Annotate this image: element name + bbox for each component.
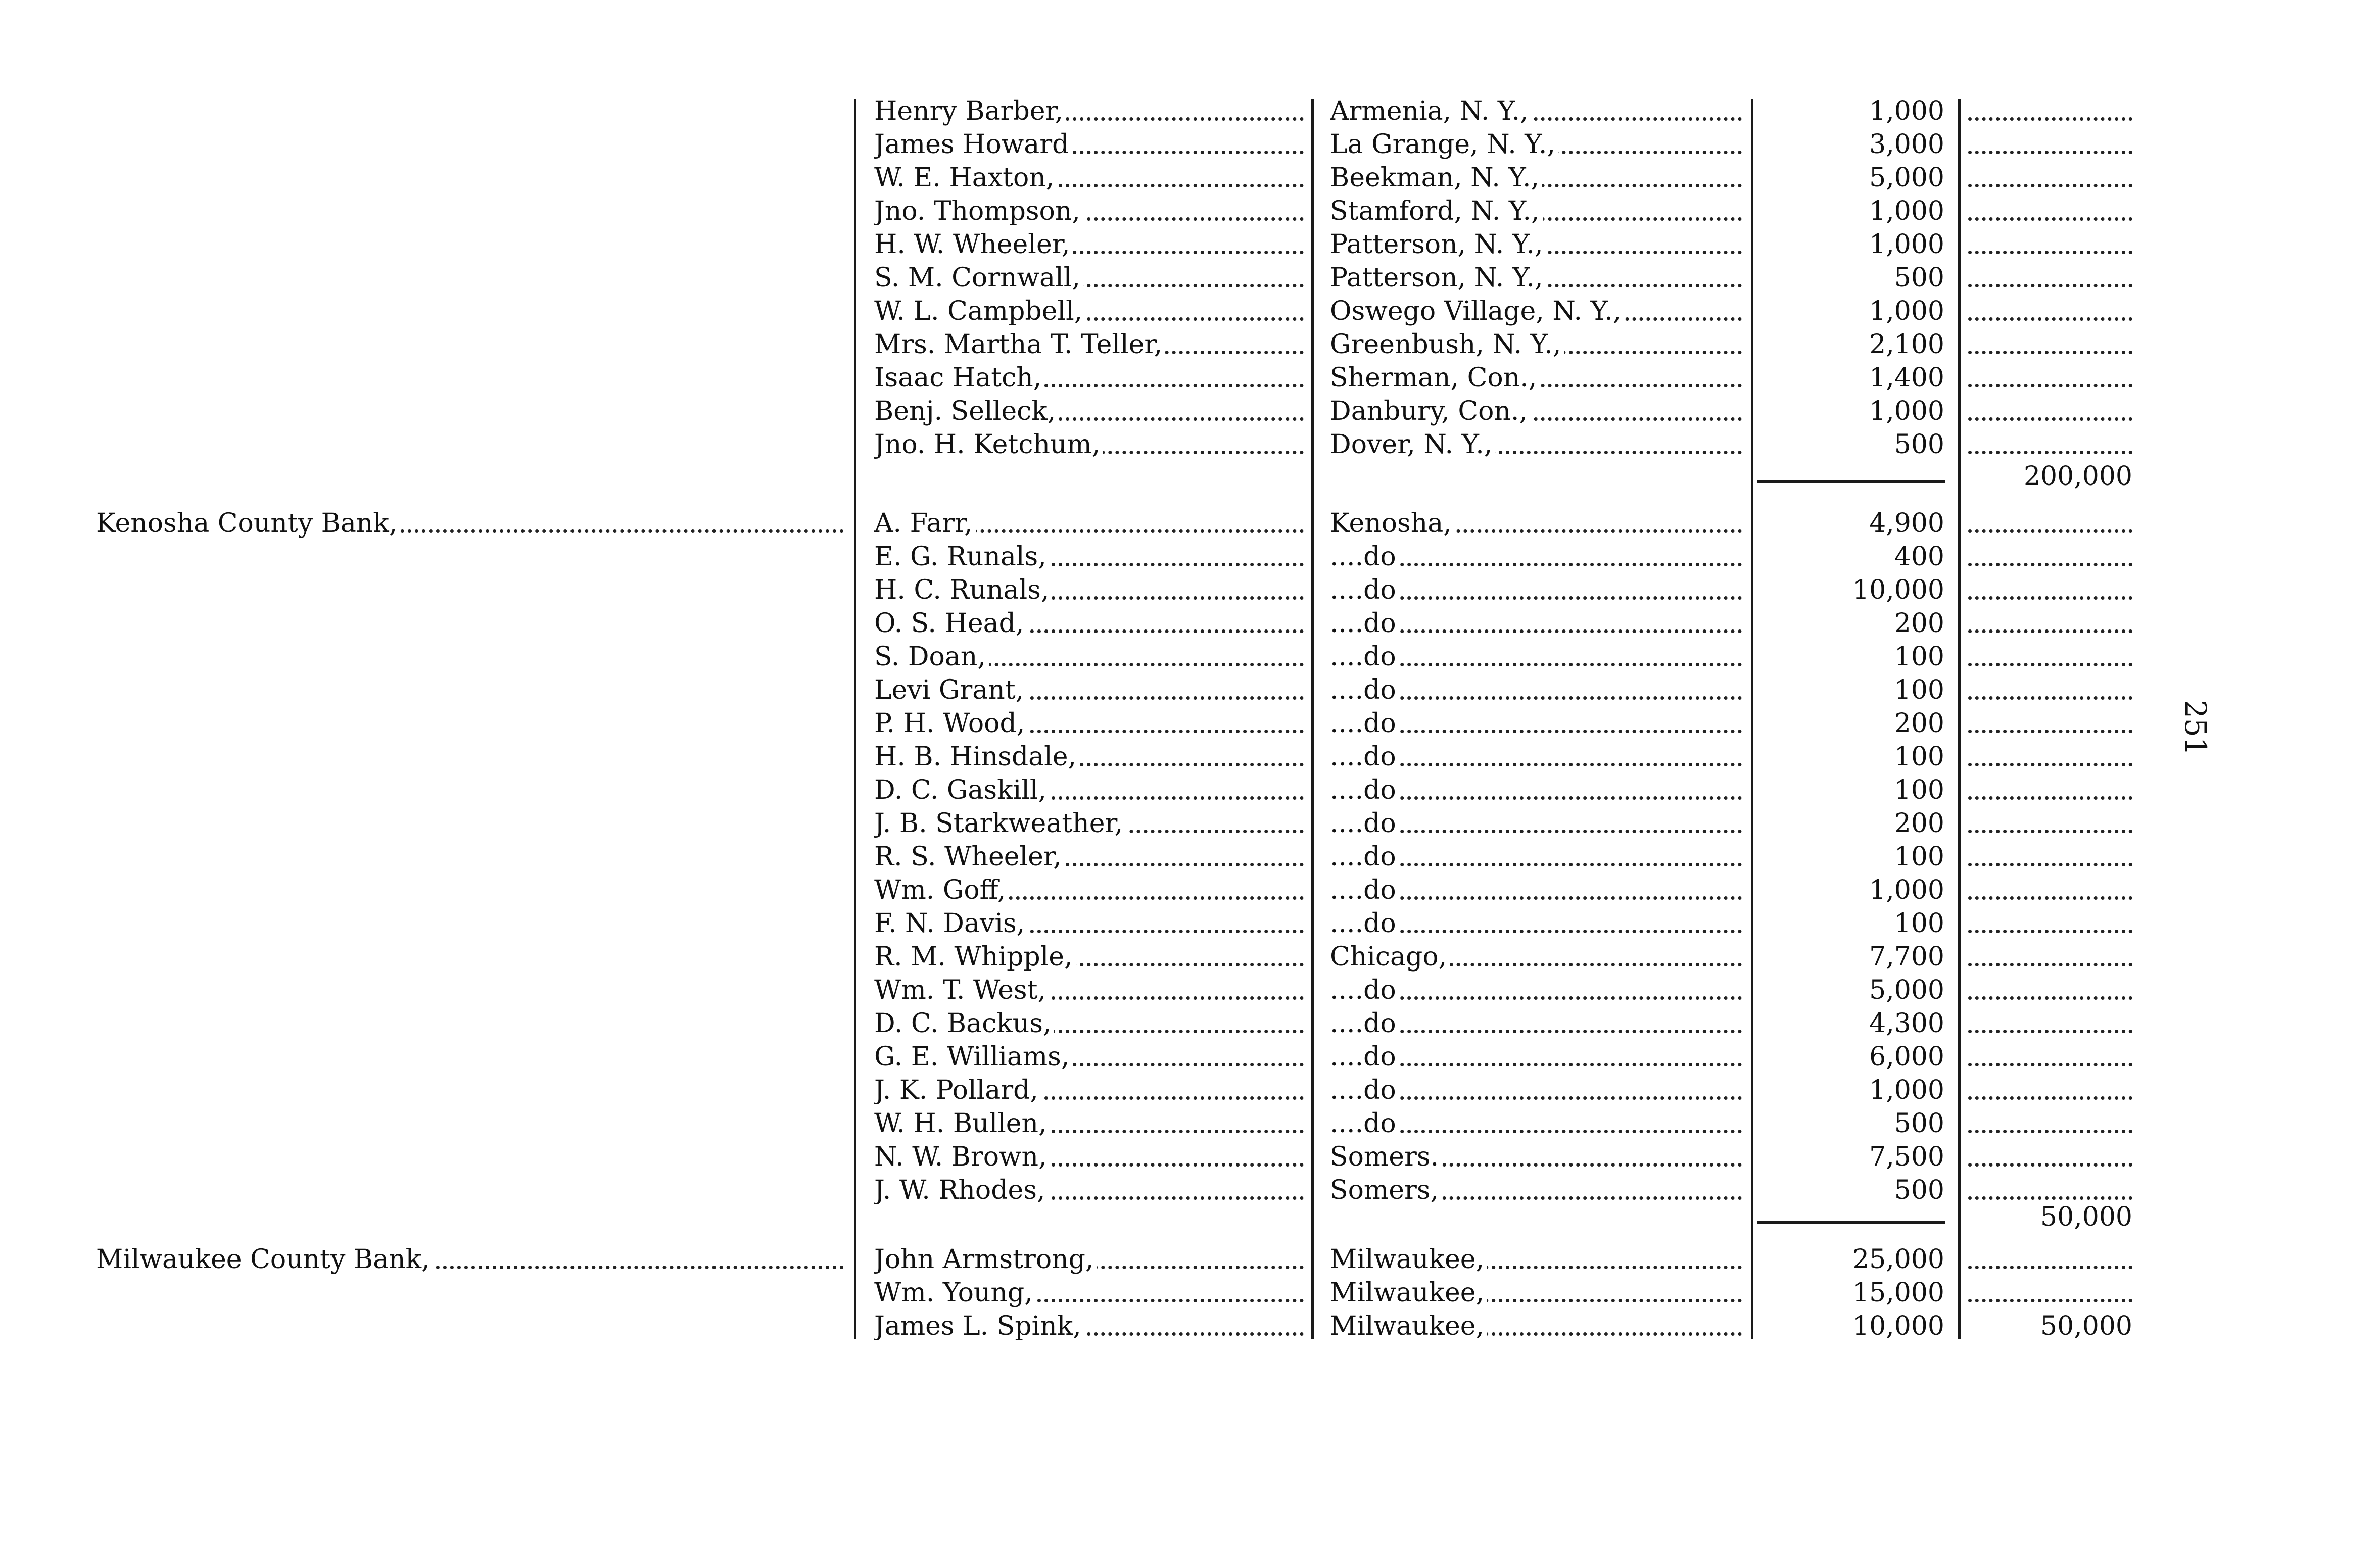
stockholder-residence: Danbury, Con., (1330, 395, 1742, 428)
stockholder-row (0, 740, 2380, 773)
stockholder-row (0, 607, 2380, 640)
stockholder-name: H. B. Hinsdale, (874, 740, 1304, 773)
stockholder-row (0, 840, 2380, 874)
stockholder-name: E. G. Runals, (874, 540, 1304, 573)
stockholder-name: Henry Barber, (874, 94, 1304, 128)
stockholder-residence: Greenbush, N. Y., (1330, 328, 1742, 361)
stockholder-name: H. W. Wheeler, (874, 228, 1304, 261)
stockholder-amount: 7,500 (1753, 1140, 1944, 1174)
stockholder-amount: 1,000 (1753, 874, 1944, 907)
stockholder-name: Isaac Hatch, (874, 361, 1304, 395)
stockholder-row (0, 1107, 2380, 1140)
stockholder-row (0, 540, 2380, 573)
stockholder-name: F. N. Davis, (874, 907, 1304, 940)
stockholder-row (0, 773, 2380, 807)
stockholder-name: A. Farr, (874, 507, 1304, 540)
stockholder-residence: ....do (1330, 807, 1742, 840)
stockholder-row (0, 1140, 2380, 1174)
stockholder-amount: 1,000 (1753, 195, 1944, 228)
stockholder-residence: ....do (1330, 1007, 1742, 1040)
stockholder-amount: 25,000 (1753, 1243, 1944, 1276)
stockholder-amount: 500 (1753, 1174, 1944, 1207)
stockholder-residence: Patterson, N. Y., (1330, 228, 1742, 261)
stockholder-row (0, 261, 2380, 295)
stockholder-row (0, 907, 2380, 940)
stockholder-amount: 5,000 (1753, 974, 1944, 1007)
stockholder-name: S. Doan, (874, 640, 1304, 673)
stockholder-residence: ....do (1330, 607, 1742, 640)
stockholder-name: Levi Grant, (874, 673, 1304, 707)
stockholder-amount: 100 (1753, 640, 1944, 673)
stockholder-amount: 100 (1753, 740, 1944, 773)
stockholder-name: D. C. Gaskill, (874, 773, 1304, 807)
stockholder-name: Jno. Thompson, (874, 195, 1304, 228)
stockholder-amount: 500 (1753, 261, 1944, 295)
stockholder-amount: 3,000 (1753, 128, 1944, 161)
stockholder-row (0, 940, 2380, 974)
stockholder-residence: Beekman, N. Y., (1330, 161, 1742, 195)
stockholder-name: H. C. Runals, (874, 573, 1304, 607)
stockholder-row (0, 1007, 2380, 1040)
stockholder-residence: ....do (1330, 573, 1742, 607)
stockholder-name: W. H. Bullen, (874, 1107, 1304, 1140)
stockholder-residence: Stamford, N. Y., (1330, 195, 1742, 228)
stockholder-amount: 10,000 (1753, 1310, 1944, 1343)
stockholder-residence: Dover, N. Y., (1330, 428, 1742, 461)
stockholder-residence: ....do (1330, 974, 1742, 1007)
stockholder-row (0, 395, 2380, 428)
stockholder-row (0, 228, 2380, 261)
stockholder-residence: ....do (1330, 740, 1742, 773)
stockholder-amount: 7,700 (1753, 940, 1944, 974)
stockholder-amount: 1,000 (1753, 1074, 1944, 1107)
stockholder-residence: Somers. (1330, 1140, 1742, 1174)
stockholder-row (0, 128, 2380, 161)
stockholder-residence: ....do (1330, 640, 1742, 673)
stockholder-row (0, 1243, 2380, 1276)
stockholder-row (0, 195, 2380, 228)
stockholder-name: P. H. Wood, (874, 707, 1304, 740)
bank-name: Milwaukee County Bank, (96, 1243, 844, 1276)
stockholder-name: W. L. Campbell, (874, 295, 1304, 328)
stockholder-amount: 500 (1753, 1107, 1944, 1140)
stockholder-amount: 100 (1753, 773, 1944, 807)
stockholder-row (0, 640, 2380, 673)
stockholder-residence: ....do (1330, 773, 1742, 807)
stockholder-name: Wm. Goff, (874, 874, 1304, 907)
stockholder-residence: Patterson, N. Y., (1330, 261, 1742, 295)
stockholder-row (0, 807, 2380, 840)
stockholder-residence: ....do (1330, 907, 1742, 940)
stockholder-residence: ....do (1330, 1107, 1742, 1140)
stockholder-row (0, 361, 2380, 395)
stockholder-amount: 5,000 (1753, 161, 1944, 195)
stockholder-row (0, 328, 2380, 361)
stockholder-amount: 200 (1753, 807, 1944, 840)
bank-total: 200,000 (2023, 461, 2132, 492)
stockholder-residence: ....do (1330, 673, 1742, 707)
stockholder-amount: 100 (1753, 907, 1944, 940)
stockholder-name: Jno. H. Ketchum, (874, 428, 1304, 461)
stockholder-row (0, 573, 2380, 607)
stockholder-residence: Milwaukee, (1330, 1276, 1742, 1310)
stockholder-amount: 15,000 (1753, 1276, 1944, 1310)
stockholder-name: Wm. T. West, (874, 974, 1304, 1007)
stockholder-name: Benj. Selleck, (874, 395, 1304, 428)
stockholder-name: R. M. Whipple, (874, 940, 1304, 974)
stockholder-residence: Sherman, Con., (1330, 361, 1742, 395)
bank-total: 50,000 (2040, 1311, 2132, 1341)
stockholder-amount: 10,000 (1753, 573, 1944, 607)
stockholder-amount: 1,000 (1753, 94, 1944, 128)
stockholder-name: James Howard (874, 128, 1304, 161)
stockholder-amount: 200 (1753, 707, 1944, 740)
stockholder-row (0, 1040, 2380, 1074)
stockholder-name: J. K. Pollard, (874, 1074, 1304, 1107)
stockholder-residence: Milwaukee, (1330, 1243, 1742, 1276)
subtotal-rule (1757, 480, 1945, 483)
stockholder-row (0, 161, 2380, 195)
stockholder-residence: La Grange, N. Y., (1330, 128, 1742, 161)
stockholder-row (0, 507, 2380, 540)
stockholder-amount: 2,100 (1753, 328, 1944, 361)
stockholder-name: W. E. Haxton, (874, 161, 1304, 195)
stockholder-residence: ....do (1330, 874, 1742, 907)
stockholder-name: D. C. Backus, (874, 1007, 1304, 1040)
stockholder-amount: 6,000 (1753, 1040, 1944, 1074)
stockholder-amount: 200 (1753, 607, 1944, 640)
stockholder-row (0, 707, 2380, 740)
stockholder-name: Mrs. Martha T. Teller, (874, 328, 1304, 361)
stockholder-residence: Oswego Village, N. Y., (1330, 295, 1742, 328)
stockholder-name: James L. Spink, (874, 1310, 1304, 1343)
stockholder-amount: 4,900 (1753, 507, 1944, 540)
stockholder-residence: ....do (1330, 1074, 1742, 1107)
stockholder-row (0, 428, 2380, 461)
stockholder-row (0, 673, 2380, 707)
stockholder-amount: 400 (1753, 540, 1944, 573)
stockholder-amount: 500 (1753, 428, 1944, 461)
stockholder-row (0, 1276, 2380, 1310)
stockholder-name: R. S. Wheeler, (874, 840, 1304, 874)
stockholder-name: N. W. Brown, (874, 1140, 1304, 1174)
stockholder-residence: ....do (1330, 540, 1742, 573)
stockholder-amount: 100 (1753, 840, 1944, 874)
stockholder-name: G. E. Williams, (874, 1040, 1304, 1074)
stockholder-name: J. W. Rhodes, (874, 1174, 1304, 1207)
stockholder-amount: 1,000 (1753, 228, 1944, 261)
stockholder-row (0, 295, 2380, 328)
stockholder-name: O. S. Head, (874, 607, 1304, 640)
stockholder-name: John Armstrong, (874, 1243, 1304, 1276)
stockholder-row (0, 94, 2380, 128)
stockholder-amount: 1,000 (1753, 295, 1944, 328)
stockholder-residence: ....do (1330, 707, 1742, 740)
stockholder-residence: Somers, (1330, 1174, 1742, 1207)
stockholder-amount: 4,300 (1753, 1007, 1944, 1040)
stockholder-residence: ....do (1330, 1040, 1742, 1074)
stockholder-residence: Armenia, N. Y., (1330, 94, 1742, 128)
stockholder-amount: 100 (1753, 673, 1944, 707)
stockholder-residence: Chicago, (1330, 940, 1742, 974)
stockholder-row (0, 874, 2380, 907)
bank-total: 50,000 (2040, 1202, 2132, 1232)
stockholder-row (0, 1074, 2380, 1107)
page-number: 251 (2178, 700, 2213, 756)
stockholder-residence: Milwaukee, (1330, 1310, 1742, 1343)
stockholder-amount: 1,000 (1753, 395, 1944, 428)
subtotal-rule (1757, 1221, 1945, 1224)
bank-name: Kenosha County Bank, (96, 507, 844, 540)
stockholder-row (0, 974, 2380, 1007)
stockholder-name: J. B. Starkweather, (874, 807, 1304, 840)
stockholder-amount: 1,400 (1753, 361, 1944, 395)
stockholder-name: S. M. Cornwall, (874, 261, 1304, 295)
stockholder-name: Wm. Young, (874, 1276, 1304, 1310)
stockholder-residence: ....do (1330, 840, 1742, 874)
stockholder-residence: Kenosha, (1330, 507, 1742, 540)
